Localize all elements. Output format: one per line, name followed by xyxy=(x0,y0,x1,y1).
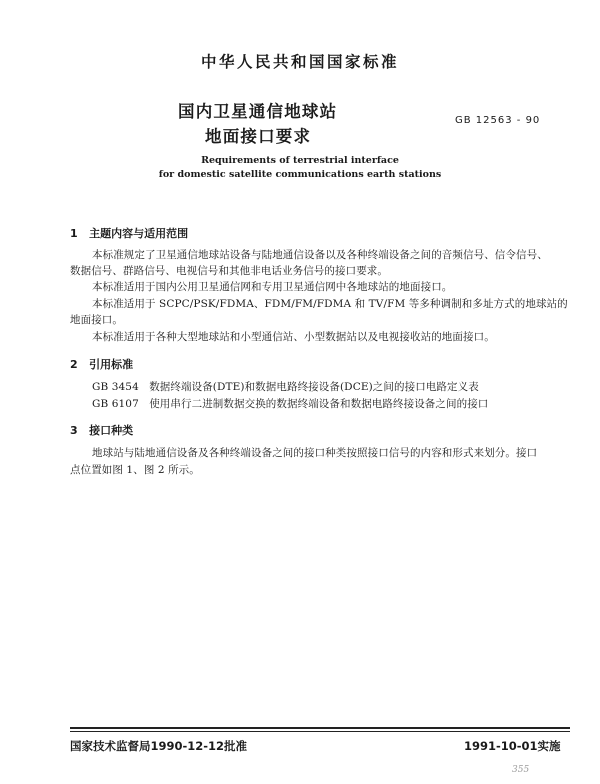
reference-title: 使用串行二进制数据交换的数据终端设备和数据电路终接设备之间的接口 xyxy=(149,398,489,410)
section-3-paragraph: 点位置如图 1、图 2 所示。 xyxy=(70,464,200,476)
english-title-line2: for domestic satellite communications earth stations xyxy=(158,169,442,180)
footer-rule-thick xyxy=(70,727,570,729)
section-number: 1 xyxy=(70,227,78,240)
section-title: 主题内容与适用范围 xyxy=(89,227,189,240)
page-number: 355 xyxy=(512,765,530,775)
section-1-paragraph: 本标准适用于 SCPC/PSK/FDMA、FDM/FM/FDMA 和 TV/FM 等多种调制和多址方式的地球站的 xyxy=(92,298,568,310)
section-1-heading xyxy=(70,225,188,241)
section-1-paragraph: 本标准规定了卫星通信地球站设备与陆地通信设备以及各种终端设备之间的音频信号、信令信号、 xyxy=(92,249,548,261)
section-1-paragraph: 本标准适用于国内公用卫星通信网和专用卫星通信网中各地球站的地面接口。 xyxy=(92,281,453,293)
section-3-paragraph: 地球站与陆地通信设备及各种终端设备之间的接口种类按照接口信号的内容和形式来划分。接口 xyxy=(92,447,538,459)
document-title-line2: 地面接口要求 xyxy=(205,127,312,146)
section-number: 3 xyxy=(70,424,78,437)
reference-item xyxy=(92,397,488,411)
reference-item xyxy=(92,380,479,394)
section-title: 引用标准 xyxy=(89,358,134,371)
section-1-paragraph: 地面接口。 xyxy=(70,314,123,326)
section-1-paragraph: 本标准适用于各种大型地球站和小型通信站、小型数据站以及电视接收站的地面接口。 xyxy=(92,331,495,343)
section-1-paragraph: 数据信号、群路信号、电视信号和其他非电话业务信号的接口要求。 xyxy=(70,265,388,277)
document-title-line1: 国内卫星通信地球站 xyxy=(178,102,338,121)
english-title-line1: Requirements of terrestrial interface xyxy=(201,155,399,166)
implementation-date: 1991-10-01实施 xyxy=(464,739,561,753)
standard-number: GB 12563 - 90 xyxy=(455,115,541,126)
section-2-heading xyxy=(70,356,133,372)
approval-statement: 国家技术监督局1990-12-12批准 xyxy=(70,739,248,753)
section-number: 2 xyxy=(70,358,78,371)
footer-rule-thin xyxy=(70,731,570,732)
section-title: 接口种类 xyxy=(89,424,134,437)
national-standard-heading: 中华人民共和国国家标准 xyxy=(200,53,399,71)
reference-code: GB 3454 xyxy=(92,381,139,393)
reference-title: 数据终端设备(DTE)和数据电路终接设备(DCE)之间的接口电路定义表 xyxy=(149,381,479,393)
section-3-heading xyxy=(70,422,133,438)
reference-code: GB 6107 xyxy=(92,398,139,410)
